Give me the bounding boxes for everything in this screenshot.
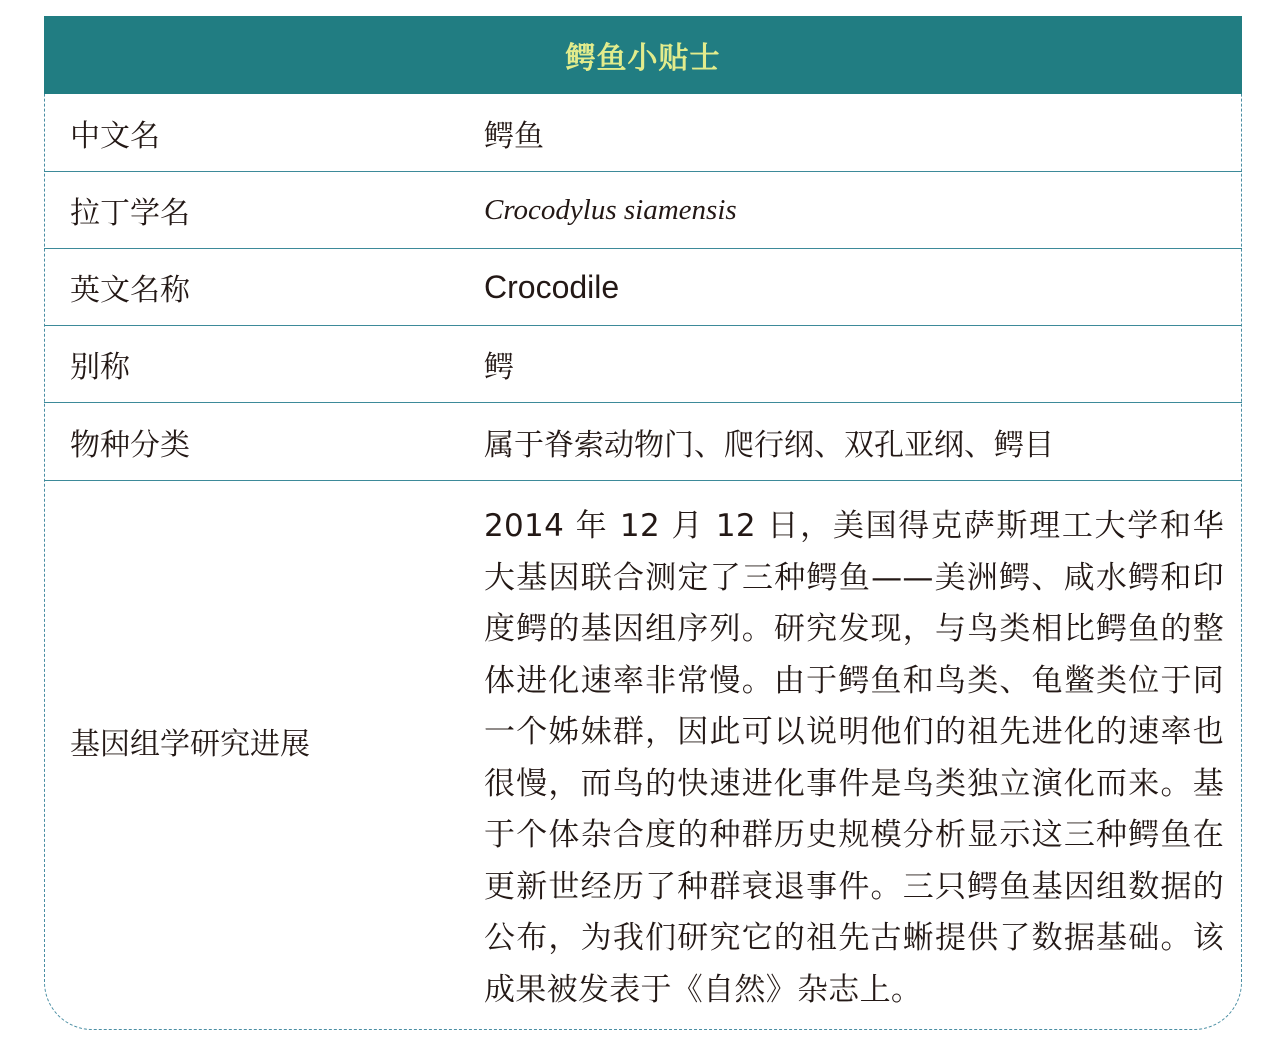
row-label-english-name: 英文名称 (70, 273, 190, 308)
row-label-alias: 别称 (70, 350, 130, 385)
table-row (44, 403, 1242, 481)
row-value-chinese-name: 鳄鱼 (484, 118, 544, 154)
table-row (44, 94, 1242, 172)
row-label-classification: 物种分类 (70, 427, 190, 463)
table-row (44, 249, 1242, 326)
table-row (44, 481, 1242, 1008)
card-title: 鳄鱼小贴士 (44, 16, 1242, 94)
row-label-chinese-name: 中文名 (70, 118, 160, 154)
row-label-genomics: 基因组学研究进展 (70, 727, 310, 762)
row-value-genomics: 2014 年 12 月 12 日，美国得克萨斯理工大学和华大基因联合测定了三种鳄鱼——美洲鳄、咸水鳄和印度鳄的基因组序列。研究发现，与鸟类相比鳄鱼的整体进化速率非常慢。由于鳄鱼和鸟类、龟鳖类位于同一个姊妹群，因此可以说明他们的祖先进化的速率也很慢，而鸟的快速进化事件是鸟类独立演化而来。基于个体杂合度的种群历史规模分析显示这三种鳄鱼在更新世经历了种群衰退事件。三只鳄鱼基因组数据的公布，为我们研究它的祖先古蜥提供了数据基础。该成果被发表于《自然》杂志上。 (484, 508, 1224, 1008)
row-label-latin-name: 拉丁学名 (70, 196, 190, 231)
row-value-alias: 鳄 (484, 350, 514, 385)
row-value-english-name: Crocodile (484, 268, 620, 305)
table-row (44, 172, 1242, 249)
row-value-latin-name: Crocodylus siamensis (484, 193, 737, 226)
row-value-classification: 属于脊索动物门、爬行纲、双孔亚纲、鳄目 (484, 427, 1054, 463)
table-row (44, 326, 1242, 403)
